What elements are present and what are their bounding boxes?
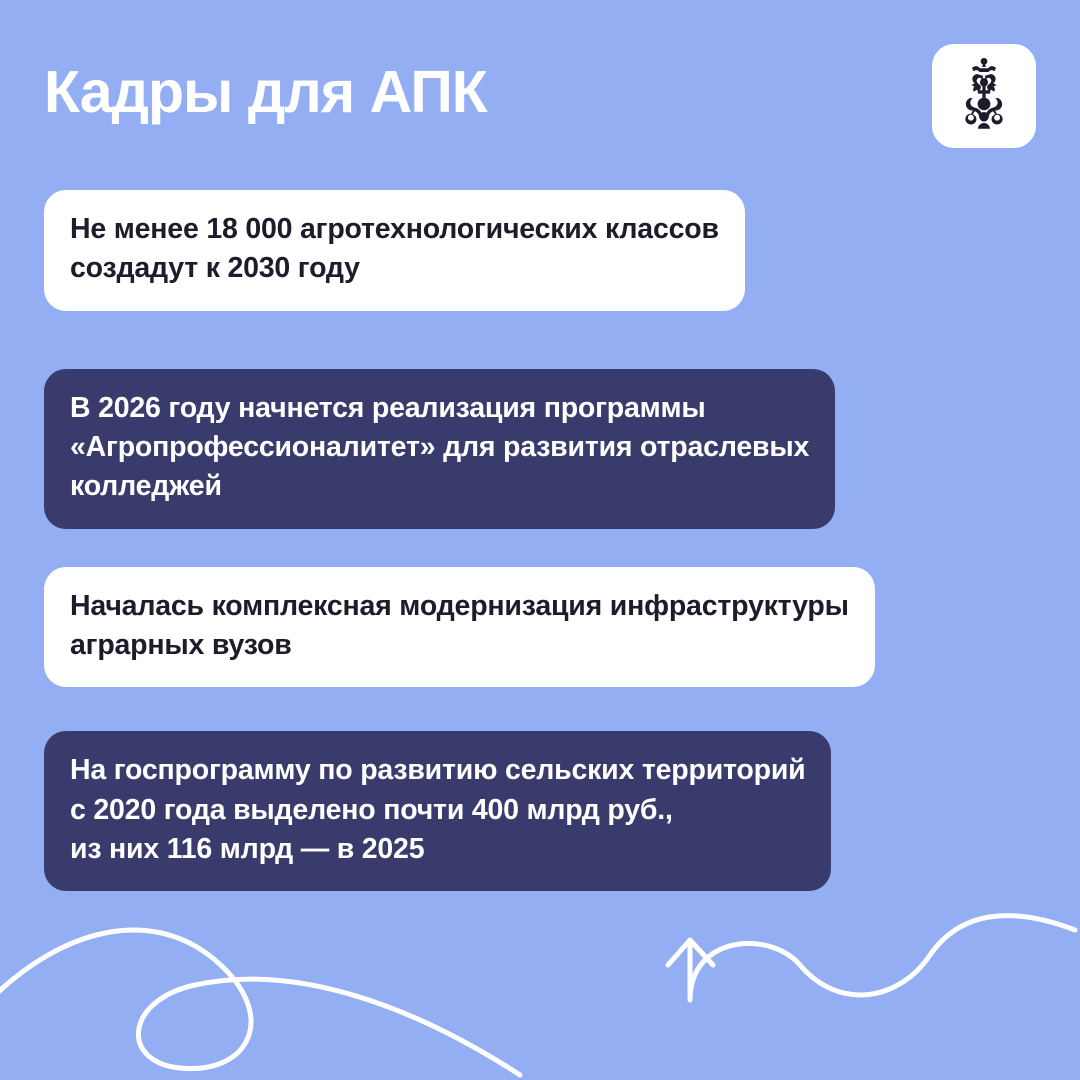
- statement-card-rural-program: [44, 731, 831, 891]
- page-title: Кадры для АПК: [44, 59, 487, 125]
- statement-line: колледжей: [70, 470, 222, 503]
- statement-card-universities: [44, 567, 875, 688]
- statement-line: «Агропрофессионалитет» для развития отраслевых: [70, 430, 810, 463]
- statement-card-agroprofessionalitet: [44, 369, 835, 529]
- statement-card-agro-classes: [44, 190, 745, 311]
- logo-badge: [932, 44, 1036, 148]
- statement-line: В 2026 году начнется реализация программы: [70, 391, 706, 424]
- statements-list: [44, 190, 1036, 891]
- statement-line: На госпрограмму по развитию сельских территорий: [70, 754, 806, 787]
- statement-line: с 2020 года выделено почти 400 млрд руб.,: [70, 793, 673, 826]
- wave-line-decoration-icon: [0, 930, 520, 1075]
- statement-line: аграрных вузов: [70, 628, 292, 661]
- curved-arrow-decoration-icon: [690, 916, 1075, 1000]
- statement-line: из них 116 млрд — в 2025: [70, 832, 425, 865]
- double-headed-eagle-emblem-icon: [948, 56, 1020, 136]
- header: [44, 44, 1036, 164]
- statement-line: создадут к 2030 году: [70, 252, 360, 285]
- arrow-head-icon: [668, 940, 713, 995]
- statement-line: Началась комплексная модернизация инфраструктуры: [70, 589, 849, 622]
- statement-line: Не менее 18 000 агротехнологических классов: [70, 213, 719, 245]
